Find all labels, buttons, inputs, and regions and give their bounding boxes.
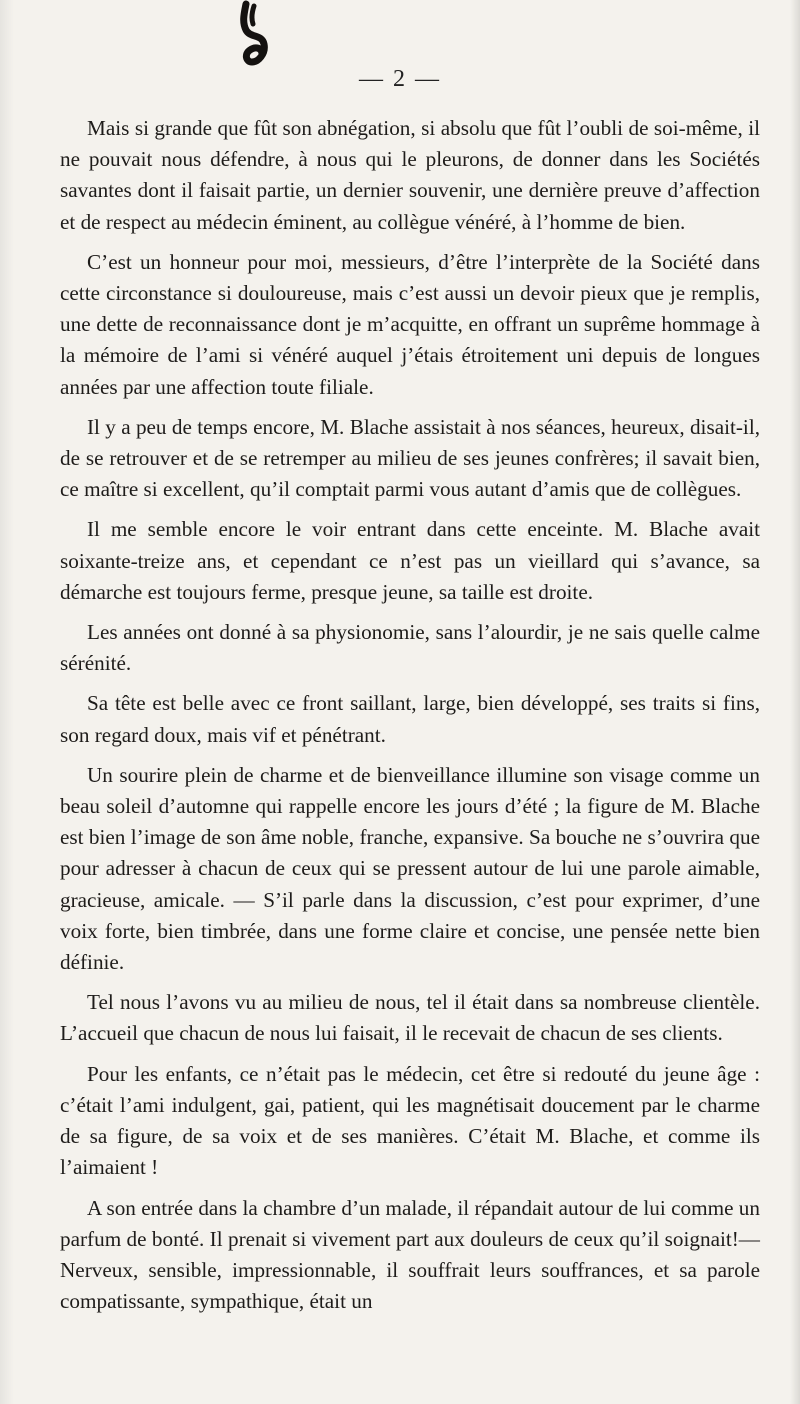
paragraph: Il y a peu de temps encore, M. Blache assistait à nos séances, heureux, disait-il, de se retrouver et de se retremper au milieu de ses jeunes confrères; il savait bien, ce maître si excellent, qu’il comptait parmi vous autant d’amis que de collègues.	[60, 414, 760, 502]
paragraph: Sa tête est belle avec ce front saillant, large, bien développé, ses traits si fins, son regard doux, mais vif et pénétrant.	[60, 691, 760, 747]
paragraph: C’est un honneur pour moi, messieurs, d’être l’interprète de la Société dans cette circonstance si douloureuse, mais c’est aussi un devoir pieux que je remplis, une dette de reconnaissance dont je m’acquitte, en offrant un suprême hommage à la mémoire de l’ami si vénéré auquel j’étais étroitement uni depuis de longues années par une affection toute filiale.	[60, 249, 760, 399]
handwritten-mark-icon	[232, 0, 280, 68]
paragraph: Il me semble encore le voir entrant dans cette enceinte. M. Blache avait soixante-treize ans, et cependant ce n’est pas un vieillard qui s’avance, sa démarche est toujours ferme, presque jeune, sa taille est droite.	[60, 517, 760, 604]
paragraph: Les années ont donné à sa physionomie, sans l’alourdir, je ne sais quelle calme sérénité.	[60, 620, 760, 676]
paragraph: Tel nous l’avons vu au milieu de nous, tel il était dans sa nombreuse clientèle. L’accueil que chacun de nous lui faisait, il le recevait de chacun de ses clients.	[60, 990, 760, 1046]
body-text	[60, 113, 760, 1317]
paragraph: A son entrée dans la chambre d’un malade, il répandait autour de lui comme un parfum de bonté. Il prenait si vivement part aux douleurs de ceux qu’il soignait!— Nerveux, sensible, impressionnable, il souffrait leurs souffrances, et sa parole compatissante, sympathique, était un	[60, 1195, 760, 1314]
paragraph: Pour les enfants, ce n’était pas le médecin, cet être si redouté du jeune âge : c’était l’ami indulgent, gai, patient, qui les magnétisait doucement par le charme de sa figure, de sa voix et de ses manières. C’était M. Blache, et comme ils l’aimaient !	[60, 1061, 760, 1180]
page-number: — 2 —	[359, 66, 441, 92]
paragraph: Mais si grande que fût son abnégation, si absolu que fût l’oubli de soi-même, il ne pouvait nous défendre, à nous qui le pleurons, de donner dans les Sociétés savantes dont il faisait partie, un dernier souvenir, une dernière preuve d’affection et de respect au médecin éminent, au collègue vénéré, à l’homme de bien.	[60, 116, 760, 234]
paragraph: Un sourire plein de charme et de bienveillance illumine son visage comme un beau soleil d’automne qui rappelle encore les jours d’été ; la figure de M. Blache est bien l’image de son âme noble, franche, expansive. Sa bouche ne s’ouvrira que pour adresser à chacun de ceux qui se pressent autour de lui une parole aimable, gracieuse, amicale. — S’il parle dans la discussion, c’est pour exprimer, d’une voix forte, bien timbrée, dans une forme claire et concise, une pensée nette bien définie.	[60, 762, 760, 975]
